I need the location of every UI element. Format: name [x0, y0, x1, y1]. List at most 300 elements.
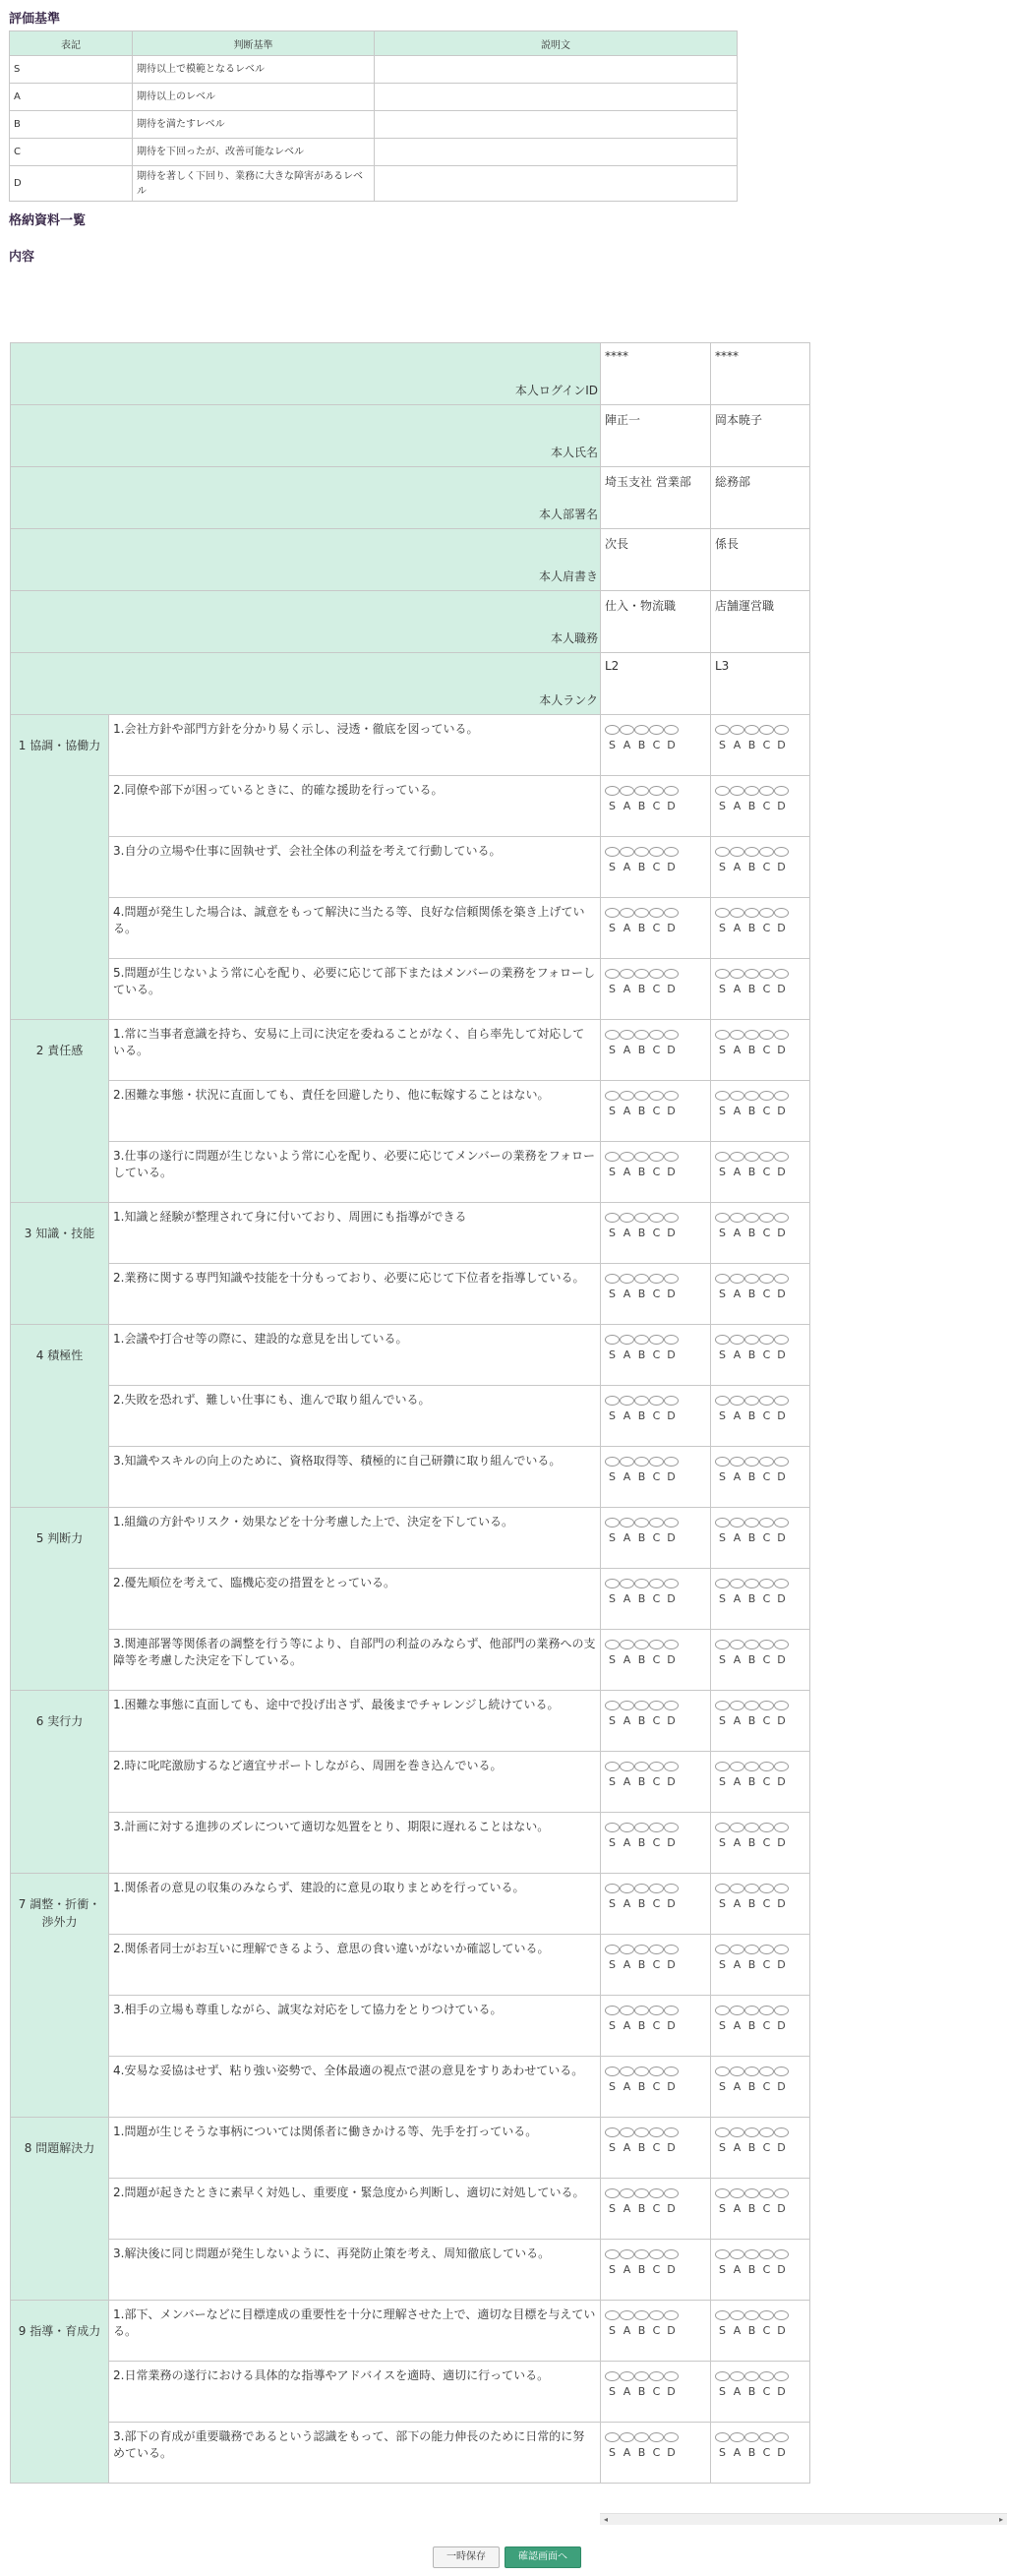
- rating-radio[interactable]: [730, 1518, 744, 1528]
- scroll-left-icon[interactable]: ◂: [604, 2515, 609, 2524]
- rating-radio[interactable]: [774, 1640, 789, 1649]
- rating-radio[interactable]: [730, 1335, 744, 1345]
- rating-radio[interactable]: [715, 2188, 730, 2198]
- rating-radio[interactable]: [759, 786, 774, 796]
- rating-radio[interactable]: [605, 786, 620, 796]
- rating-radio[interactable]: [620, 969, 634, 979]
- rating-radio[interactable]: [730, 2127, 744, 2137]
- rating-radio[interactable]: [605, 1884, 620, 1893]
- rating-radio[interactable]: [774, 1091, 789, 1101]
- rating-radio[interactable]: [730, 2067, 744, 2076]
- rating-radio[interactable]: [605, 1335, 620, 1345]
- rating-radio[interactable]: [759, 908, 774, 918]
- rating-radio[interactable]: [744, 847, 759, 857]
- rating-radio[interactable]: [744, 1823, 759, 1832]
- rating-radio[interactable]: [664, 1823, 679, 1832]
- rating-radio[interactable]: [605, 2006, 620, 2015]
- rating-radio[interactable]: [774, 2310, 789, 2320]
- rating-radio[interactable]: [715, 1335, 730, 1345]
- rating-radio[interactable]: [744, 2310, 759, 2320]
- rating-radio[interactable]: [634, 2249, 649, 2259]
- rating-radio[interactable]: [730, 2432, 744, 2442]
- rating-radio[interactable]: [730, 1823, 744, 1832]
- rating-radio[interactable]: [634, 1640, 649, 1649]
- rating-radio[interactable]: [664, 2371, 679, 2381]
- rating-radio[interactable]: [730, 1274, 744, 1284]
- rating-radio[interactable]: [715, 2371, 730, 2381]
- rating-radio[interactable]: [744, 1396, 759, 1406]
- rating-radio[interactable]: [774, 1335, 789, 1345]
- rating-radio[interactable]: [634, 847, 649, 857]
- rating-radio[interactable]: [649, 2310, 664, 2320]
- rating-radio[interactable]: [759, 1518, 774, 1528]
- rating-radio[interactable]: [634, 1152, 649, 1162]
- rating-radio[interactable]: [649, 847, 664, 857]
- rating-radio[interactable]: [730, 2371, 744, 2381]
- rating-radio[interactable]: [664, 1274, 679, 1284]
- rating-radio[interactable]: [605, 1823, 620, 1832]
- rating-radio[interactable]: [649, 908, 664, 918]
- rating-radio[interactable]: [715, 1762, 730, 1771]
- rating-radio[interactable]: [649, 786, 664, 796]
- rating-letter: C: [652, 1836, 661, 1849]
- rating-radio[interactable]: [664, 725, 679, 735]
- rating-radio[interactable]: [605, 2432, 620, 2442]
- rating-radio[interactable]: [649, 2067, 664, 2076]
- rating-radio[interactable]: [715, 847, 730, 857]
- rating-radio[interactable]: [620, 1396, 634, 1406]
- rating-radio[interactable]: [605, 1701, 620, 1710]
- rating-radio[interactable]: [605, 1945, 620, 1954]
- rating-radio[interactable]: [605, 969, 620, 979]
- rating-radio[interactable]: [649, 1640, 664, 1649]
- rating-radio[interactable]: [634, 1396, 649, 1406]
- rating-radio[interactable]: [715, 1945, 730, 1954]
- rating-radio[interactable]: [774, 2188, 789, 2198]
- rating-radio[interactable]: [634, 1213, 649, 1223]
- rating-radio[interactable]: [715, 1152, 730, 1162]
- rating-radio[interactable]: [774, 1213, 789, 1223]
- rating-radio[interactable]: [715, 1091, 730, 1101]
- rating-radio[interactable]: [664, 786, 679, 796]
- scroll-right-icon[interactable]: ▸: [998, 2515, 1003, 2524]
- rating-radio[interactable]: [649, 2006, 664, 2015]
- rating-radio[interactable]: [664, 1335, 679, 1345]
- rating-radio[interactable]: [634, 1762, 649, 1771]
- rating-radio[interactable]: [744, 1579, 759, 1588]
- rating-radio[interactable]: [715, 2127, 730, 2137]
- rating-radio[interactable]: [620, 2188, 634, 2198]
- rating-radio[interactable]: [759, 1396, 774, 1406]
- rating-radio[interactable]: [715, 2310, 730, 2320]
- rating-radio[interactable]: [715, 1640, 730, 1649]
- rating-radio[interactable]: [774, 847, 789, 857]
- rating-radio[interactable]: [634, 908, 649, 918]
- rating-radio[interactable]: [649, 1213, 664, 1223]
- rating-radio[interactable]: [744, 2249, 759, 2259]
- rating-radio[interactable]: [664, 2188, 679, 2198]
- rating-radio[interactable]: [620, 1030, 634, 1040]
- rating-radio[interactable]: [774, 2127, 789, 2137]
- rating-radio[interactable]: [649, 2127, 664, 2137]
- rating-radio[interactable]: [634, 2432, 649, 2442]
- rating-radio[interactable]: [649, 1518, 664, 1528]
- rating-radio[interactable]: [634, 1274, 649, 1284]
- rating-radio[interactable]: [744, 2127, 759, 2137]
- rating-radio[interactable]: [774, 1518, 789, 1528]
- rating-radio-group: [601, 776, 711, 837]
- rating-radio[interactable]: [649, 725, 664, 735]
- rating-radio[interactable]: [759, 1701, 774, 1710]
- rating-radio[interactable]: [634, 2310, 649, 2320]
- rating-radio[interactable]: [744, 725, 759, 735]
- temporary-save-button[interactable]: 一時保存: [433, 2546, 500, 2568]
- rating-radio[interactable]: [744, 2006, 759, 2015]
- rating-radio[interactable]: [620, 2249, 634, 2259]
- rating-radio[interactable]: [634, 1823, 649, 1832]
- rating-radio[interactable]: [774, 1030, 789, 1040]
- rating-radio[interactable]: [774, 1396, 789, 1406]
- rating-radio[interactable]: [664, 1579, 679, 1588]
- rating-radio[interactable]: [774, 1945, 789, 1954]
- rating-radio[interactable]: [634, 1701, 649, 1710]
- rating-radio[interactable]: [759, 1823, 774, 1832]
- rating-radio[interactable]: [715, 1701, 730, 1710]
- rating-radio[interactable]: [744, 1274, 759, 1284]
- rating-radio[interactable]: [605, 725, 620, 735]
- rating-radio[interactable]: [605, 908, 620, 918]
- rating-radio[interactable]: [620, 1579, 634, 1588]
- rating-radio[interactable]: [759, 1579, 774, 1588]
- rating-radio[interactable]: [664, 2310, 679, 2320]
- rating-radio[interactable]: [759, 2188, 774, 2198]
- rating-radio[interactable]: [664, 2249, 679, 2259]
- rating-radio[interactable]: [664, 1213, 679, 1223]
- rating-radio[interactable]: [634, 725, 649, 735]
- rating-radio[interactable]: [774, 969, 789, 979]
- rating-radio[interactable]: [715, 1823, 730, 1832]
- rating-radio[interactable]: [774, 1152, 789, 1162]
- rating-radio[interactable]: [774, 1274, 789, 1284]
- rating-radio[interactable]: [605, 1457, 620, 1467]
- rating-radio[interactable]: [730, 1457, 744, 1467]
- rating-radio[interactable]: [649, 2249, 664, 2259]
- rating-radio[interactable]: [649, 1823, 664, 1832]
- rating-radio[interactable]: [634, 2371, 649, 2381]
- rating-radio[interactable]: [744, 1152, 759, 1162]
- rating-radio[interactable]: [759, 2371, 774, 2381]
- rating-radio[interactable]: [744, 2371, 759, 2381]
- rating-radio[interactable]: [774, 908, 789, 918]
- rating-radio[interactable]: [664, 1640, 679, 1649]
- rating-radio[interactable]: [774, 1457, 789, 1467]
- rating-radio[interactable]: [605, 2371, 620, 2381]
- rating-radio[interactable]: [634, 1335, 649, 1345]
- rating-radio[interactable]: [620, 1945, 634, 1954]
- rating-radio[interactable]: [620, 1335, 634, 1345]
- rating-radio[interactable]: [620, 847, 634, 857]
- rating-radio[interactable]: [620, 1762, 634, 1771]
- rating-radio[interactable]: [664, 1762, 679, 1771]
- rating-radio[interactable]: [634, 1457, 649, 1467]
- rating-radio[interactable]: [634, 1945, 649, 1954]
- rating-radio[interactable]: [620, 908, 634, 918]
- rating-radio[interactable]: [744, 1335, 759, 1345]
- rating-radio[interactable]: [759, 1762, 774, 1771]
- rating-radio[interactable]: [664, 2067, 679, 2076]
- rating-radio[interactable]: [620, 2006, 634, 2015]
- rating-radio[interactable]: [715, 2432, 730, 2442]
- rating-radio[interactable]: [620, 2371, 634, 2381]
- rating-radio[interactable]: [605, 1579, 620, 1588]
- rating-radio[interactable]: [664, 1152, 679, 1162]
- rating-radio[interactable]: [759, 847, 774, 857]
- rating-radio[interactable]: [759, 1640, 774, 1649]
- rating-radio[interactable]: [605, 2067, 620, 2076]
- horizontal-scrollbar[interactable]: [600, 2513, 1007, 2525]
- rating-radio-group: [601, 1752, 711, 1813]
- rating-radio[interactable]: [744, 1884, 759, 1893]
- rating-radio[interactable]: [605, 2188, 620, 2198]
- rating-radio[interactable]: [759, 1030, 774, 1040]
- rating-radio[interactable]: [730, 2006, 744, 2015]
- rating-radio[interactable]: [664, 2006, 679, 2015]
- rating-radio[interactable]: [605, 1030, 620, 1040]
- rating-radio[interactable]: [620, 1274, 634, 1284]
- rating-radio[interactable]: [744, 2432, 759, 2442]
- rating-radio[interactable]: [664, 1884, 679, 1893]
- rating-radio[interactable]: [634, 2006, 649, 2015]
- rating-radio[interactable]: [715, 2067, 730, 2076]
- rating-radio[interactable]: [634, 2067, 649, 2076]
- rating-radio[interactable]: [715, 786, 730, 796]
- rating-radio[interactable]: [664, 1457, 679, 1467]
- rating-radio[interactable]: [664, 1945, 679, 1954]
- rating-radio[interactable]: [664, 1701, 679, 1710]
- rating-radio[interactable]: [605, 1640, 620, 1649]
- rating-radio[interactable]: [620, 1823, 634, 1832]
- rating-radio[interactable]: [774, 2249, 789, 2259]
- rating-radio[interactable]: [759, 969, 774, 979]
- rating-radio[interactable]: [759, 2310, 774, 2320]
- rating-radio[interactable]: [759, 1457, 774, 1467]
- rating-radio[interactable]: [620, 1213, 634, 1223]
- rating-radio[interactable]: [620, 1884, 634, 1893]
- rating-radio[interactable]: [759, 2067, 774, 2076]
- rating-radio[interactable]: [649, 2371, 664, 2381]
- rating-radio[interactable]: [715, 1213, 730, 1223]
- rating-radio[interactable]: [774, 786, 789, 796]
- rating-radio[interactable]: [605, 847, 620, 857]
- rating-radio[interactable]: [664, 2432, 679, 2442]
- rating-radio[interactable]: [605, 1396, 620, 1406]
- rating-radio[interactable]: [759, 1884, 774, 1893]
- rating-radio[interactable]: [620, 725, 634, 735]
- rating-radio[interactable]: [649, 1701, 664, 1710]
- rating-radio[interactable]: [664, 1030, 679, 1040]
- rating-radio[interactable]: [605, 1091, 620, 1101]
- rating-radio[interactable]: [744, 1213, 759, 1223]
- rating-radio[interactable]: [634, 1884, 649, 1893]
- rating-radio[interactable]: [620, 1701, 634, 1710]
- rating-radio[interactable]: [774, 1884, 789, 1893]
- rating-radio[interactable]: [730, 1091, 744, 1101]
- rating-radio[interactable]: [620, 2310, 634, 2320]
- rating-radio[interactable]: [649, 1457, 664, 1467]
- rating-radio[interactable]: [634, 1518, 649, 1528]
- rating-radio[interactable]: [774, 2371, 789, 2381]
- rating-radio[interactable]: [715, 725, 730, 735]
- rating-radio[interactable]: [664, 1518, 679, 1528]
- rating-radio[interactable]: [620, 2127, 634, 2137]
- rating-letter: S: [719, 1775, 726, 1788]
- rating-radio[interactable]: [620, 786, 634, 796]
- rating-radio[interactable]: [715, 1396, 730, 1406]
- rating-radio[interactable]: [759, 1945, 774, 1954]
- rating-radio[interactable]: [759, 1335, 774, 1345]
- rating-radio[interactable]: [634, 786, 649, 796]
- rating-radio[interactable]: [759, 725, 774, 735]
- rating-radio[interactable]: [649, 1091, 664, 1101]
- rating-letter: A: [733, 1714, 742, 1727]
- rating-radio[interactable]: [634, 2188, 649, 2198]
- rating-radio[interactable]: [730, 1579, 744, 1588]
- rating-radio[interactable]: [605, 2249, 620, 2259]
- rating-radio[interactable]: [730, 2188, 744, 2198]
- rating-radio[interactable]: [730, 725, 744, 735]
- rating-radio[interactable]: [730, 1701, 744, 1710]
- rating-radio[interactable]: [730, 1762, 744, 1771]
- rating-radio[interactable]: [744, 1457, 759, 1467]
- rating-radio[interactable]: [759, 1213, 774, 1223]
- rating-radio[interactable]: [744, 1762, 759, 1771]
- rating-radio[interactable]: [664, 2127, 679, 2137]
- rating-radio[interactable]: [744, 2188, 759, 2198]
- rating-radio[interactable]: [744, 1091, 759, 1101]
- rating-radio[interactable]: [730, 1640, 744, 1649]
- rating-radio[interactable]: [649, 1396, 664, 1406]
- rating-radio[interactable]: [744, 1945, 759, 1954]
- rating-radio[interactable]: [730, 1945, 744, 1954]
- rating-radio[interactable]: [759, 2249, 774, 2259]
- rating-radio[interactable]: [744, 1640, 759, 1649]
- rating-radio[interactable]: [744, 1518, 759, 1528]
- rating-radio[interactable]: [620, 1152, 634, 1162]
- rating-radio[interactable]: [730, 2310, 744, 2320]
- rating-radio[interactable]: [715, 969, 730, 979]
- rating-radio[interactable]: [730, 1396, 744, 1406]
- rating-radio[interactable]: [620, 2432, 634, 2442]
- rating-radio[interactable]: [649, 969, 664, 979]
- rating-radio[interactable]: [759, 2127, 774, 2137]
- rating-radio[interactable]: [664, 1091, 679, 1101]
- rating-radio[interactable]: [730, 1213, 744, 1223]
- rating-radio[interactable]: [759, 1152, 774, 1162]
- rating-radio[interactable]: [730, 1030, 744, 1040]
- rating-radio[interactable]: [774, 1701, 789, 1710]
- rating-radio[interactable]: [715, 2249, 730, 2259]
- rating-radio[interactable]: [730, 908, 744, 918]
- rating-radio[interactable]: [634, 1091, 649, 1101]
- rating-radio[interactable]: [744, 2067, 759, 2076]
- rating-radio[interactable]: [664, 847, 679, 857]
- rating-radio[interactable]: [634, 1579, 649, 1588]
- rating-radio[interactable]: [774, 1823, 789, 1832]
- rating-radio[interactable]: [759, 2006, 774, 2015]
- rating-radio[interactable]: [620, 1518, 634, 1528]
- rating-radio[interactable]: [649, 1335, 664, 1345]
- rating-radio[interactable]: [620, 1091, 634, 1101]
- rating-radio[interactable]: [744, 908, 759, 918]
- rating-radio[interactable]: [620, 1457, 634, 1467]
- rating-radio[interactable]: [620, 1640, 634, 1649]
- rating-radio[interactable]: [715, 1518, 730, 1528]
- rating-radio[interactable]: [620, 2067, 634, 2076]
- rating-radio[interactable]: [634, 1030, 649, 1040]
- rating-radio[interactable]: [605, 1213, 620, 1223]
- rating-radio[interactable]: [605, 1518, 620, 1528]
- rating-radio[interactable]: [605, 2310, 620, 2320]
- rating-radio[interactable]: [730, 1152, 744, 1162]
- rating-radio[interactable]: [759, 1091, 774, 1101]
- rating-radio[interactable]: [605, 1762, 620, 1771]
- rating-radio[interactable]: [715, 1579, 730, 1588]
- rating-radio[interactable]: [634, 2127, 649, 2137]
- rating-radio[interactable]: [774, 725, 789, 735]
- rating-radio[interactable]: [774, 2067, 789, 2076]
- rating-radio[interactable]: [649, 1030, 664, 1040]
- confirm-screen-button[interactable]: 確認画面へ: [505, 2546, 581, 2568]
- rating-radio[interactable]: [715, 1884, 730, 1893]
- rating-radio[interactable]: [649, 1274, 664, 1284]
- rating-radio[interactable]: [730, 847, 744, 857]
- rating-radio[interactable]: [774, 2006, 789, 2015]
- rating-radio[interactable]: [649, 1945, 664, 1954]
- rating-radio[interactable]: [715, 1274, 730, 1284]
- rating-radio[interactable]: [759, 2432, 774, 2442]
- rating-radio[interactable]: [774, 1579, 789, 1588]
- rating-radio[interactable]: [730, 786, 744, 796]
- rating-radio[interactable]: [774, 1762, 789, 1771]
- rating-radio[interactable]: [730, 2249, 744, 2259]
- rating-radio[interactable]: [649, 1579, 664, 1588]
- rating-radio[interactable]: [715, 1457, 730, 1467]
- rating-radio[interactable]: [664, 908, 679, 918]
- rating-radio[interactable]: [649, 1762, 664, 1771]
- rating-radio[interactable]: [715, 2006, 730, 2015]
- rating-radio[interactable]: [759, 1274, 774, 1284]
- rating-radio[interactable]: [605, 1274, 620, 1284]
- rating-radio[interactable]: [715, 1030, 730, 1040]
- rating-radio[interactable]: [664, 1396, 679, 1406]
- rating-radio[interactable]: [730, 1884, 744, 1893]
- rating-radio[interactable]: [730, 969, 744, 979]
- rating-radio[interactable]: [605, 1152, 620, 1162]
- rating-radio[interactable]: [744, 969, 759, 979]
- rating-radio[interactable]: [649, 2188, 664, 2198]
- rating-radio[interactable]: [634, 969, 649, 979]
- rating-radio[interactable]: [744, 786, 759, 796]
- rating-radio[interactable]: [649, 2432, 664, 2442]
- rating-radio[interactable]: [664, 969, 679, 979]
- rating-radio[interactable]: [744, 1701, 759, 1710]
- rating-radio[interactable]: [715, 908, 730, 918]
- rating-radio[interactable]: [774, 2432, 789, 2442]
- rating-radio[interactable]: [605, 2127, 620, 2137]
- rating-radio[interactable]: [649, 1152, 664, 1162]
- rating-radio[interactable]: [744, 1030, 759, 1040]
- rating-radio[interactable]: [649, 1884, 664, 1893]
